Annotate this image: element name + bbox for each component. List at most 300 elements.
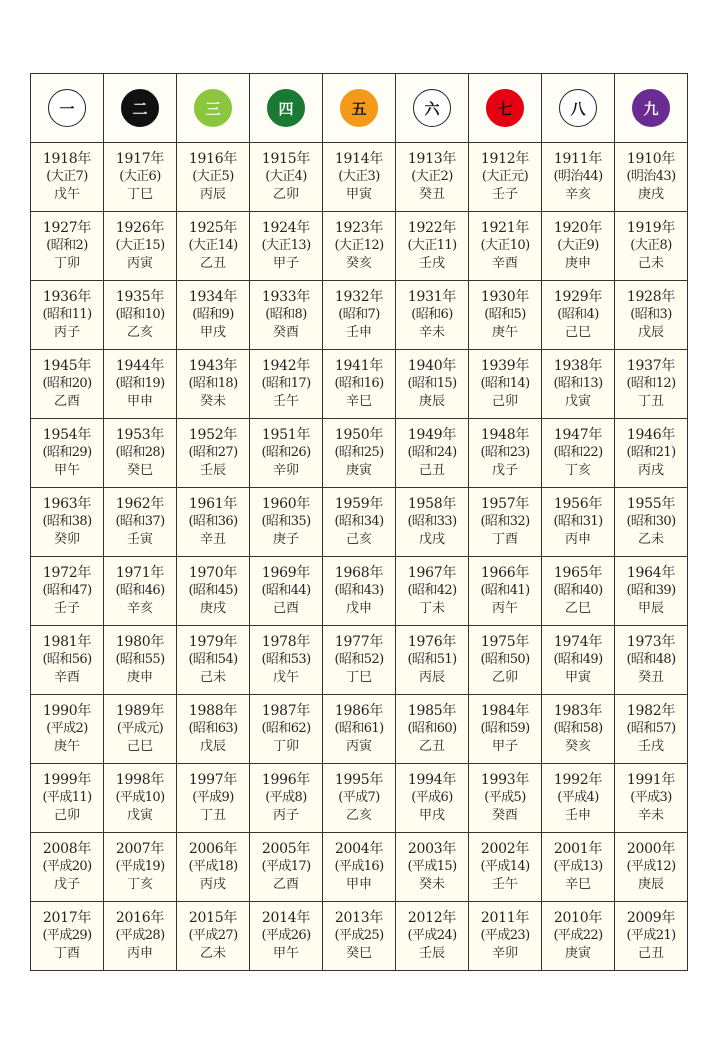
star-header-cell	[396, 74, 469, 143]
japanese-era: (昭和50)	[480, 652, 530, 667]
western-year: 1939年	[480, 358, 530, 374]
japanese-era: (昭和21)	[626, 445, 676, 460]
year-cell	[104, 143, 177, 212]
western-year: 2008年	[42, 841, 92, 857]
japanese-era: (大正11)	[407, 238, 457, 253]
western-year: 1990年	[42, 703, 92, 719]
japanese-era: (平成6)	[411, 790, 453, 805]
year-cell	[177, 212, 250, 281]
western-year: 1933年	[261, 289, 311, 305]
zodiac-kanshi: 己巳	[126, 739, 153, 754]
japanese-era: (昭和17)	[261, 376, 311, 391]
star-header-cell	[323, 74, 396, 143]
year-cell	[615, 143, 688, 212]
zodiac-kanshi: 乙丑	[199, 256, 226, 271]
year-cell	[615, 281, 688, 350]
zodiac-kanshi: 辛亥	[126, 601, 153, 616]
year-cell	[615, 626, 688, 695]
table-row	[31, 557, 688, 626]
zodiac-kanshi: 庚戌	[637, 187, 664, 202]
zodiac-kanshi: 庚子	[272, 532, 299, 547]
japanese-era: (平成28)	[115, 928, 165, 943]
western-year: 1979年	[188, 634, 238, 650]
zodiac-kanshi: 壬申	[564, 808, 591, 823]
western-year: 1986年	[334, 703, 384, 719]
zodiac-kanshi: 丁巳	[126, 187, 153, 202]
zodiac-kanshi: 乙未	[199, 946, 226, 961]
western-year: 1989年	[115, 703, 165, 719]
western-year: 1962年	[115, 496, 165, 512]
japanese-era: (昭和57)	[626, 721, 676, 736]
table-row	[31, 143, 688, 212]
western-year: 1977年	[334, 634, 384, 650]
western-year: 1985年	[407, 703, 457, 719]
japanese-era: (昭和63)	[188, 721, 238, 736]
western-year: 1942年	[261, 358, 311, 374]
japanese-era: (平成25)	[334, 928, 384, 943]
zodiac-kanshi: 丁酉	[491, 532, 518, 547]
year-cell	[104, 626, 177, 695]
japanese-era: (昭和24)	[407, 445, 457, 460]
zodiac-kanshi: 丙辰	[418, 670, 445, 685]
year-cell	[396, 488, 469, 557]
japanese-era: (平成26)	[261, 928, 311, 943]
year-cell	[31, 212, 104, 281]
year-cell	[31, 350, 104, 419]
western-year: 1935年	[115, 289, 165, 305]
japanese-era: (大正13)	[261, 238, 311, 253]
year-cell	[31, 833, 104, 902]
western-year: 2009年	[626, 910, 676, 926]
year-cell	[250, 143, 323, 212]
zodiac-kanshi: 癸巳	[345, 946, 372, 961]
japanese-era: (昭和40)	[553, 583, 603, 598]
western-year: 1914年	[334, 151, 384, 167]
zodiac-kanshi: 乙丑	[418, 739, 445, 754]
japanese-era: (平成19)	[115, 859, 165, 874]
table-row	[31, 764, 688, 833]
western-year: 1953年	[115, 427, 165, 443]
table-row	[31, 833, 688, 902]
zodiac-kanshi: 戊辰	[199, 739, 226, 754]
western-year: 1919年	[626, 220, 676, 236]
year-cell	[396, 143, 469, 212]
western-year: 1988年	[188, 703, 238, 719]
year-cell	[469, 488, 542, 557]
japanese-era: (昭和45)	[188, 583, 238, 598]
star-number-circle: 四	[267, 89, 305, 127]
zodiac-kanshi: 甲戌	[418, 808, 445, 823]
western-year: 1921年	[480, 220, 530, 236]
japanese-era: (昭和30)	[626, 514, 676, 529]
japanese-era: (平成22)	[553, 928, 603, 943]
western-year: 1967年	[407, 565, 457, 581]
year-cell	[469, 626, 542, 695]
zodiac-kanshi: 癸亥	[345, 256, 372, 271]
year-cell	[323, 488, 396, 557]
western-year: 1975年	[480, 634, 530, 650]
year-cell	[31, 557, 104, 626]
zodiac-kanshi: 丁亥	[564, 463, 591, 478]
year-cell	[250, 212, 323, 281]
western-year: 2014年	[261, 910, 311, 926]
western-year: 1912年	[480, 151, 530, 167]
japanese-era: (昭和23)	[480, 445, 530, 460]
year-cell	[177, 695, 250, 764]
japanese-era: (大正9)	[557, 238, 599, 253]
year-cell	[323, 695, 396, 764]
japanese-era: (昭和26)	[261, 445, 311, 460]
year-cell	[469, 902, 542, 971]
table-row	[31, 212, 688, 281]
zodiac-kanshi: 壬子	[491, 187, 518, 202]
japanese-era: (平成27)	[188, 928, 238, 943]
zodiac-kanshi: 乙卯	[272, 187, 299, 202]
zodiac-kanshi: 庚申	[126, 670, 153, 685]
japanese-era: (昭和8)	[265, 307, 307, 322]
star-header-cell	[542, 74, 615, 143]
zodiac-kanshi: 庚辰	[637, 877, 664, 892]
zodiac-kanshi: 丁卯	[53, 256, 80, 271]
year-cell	[542, 557, 615, 626]
year-cell	[250, 902, 323, 971]
year-cell	[542, 281, 615, 350]
japanese-era: (平成元)	[116, 721, 164, 736]
western-year: 1918年	[42, 151, 92, 167]
year-cell	[104, 419, 177, 488]
zodiac-kanshi: 己卯	[491, 394, 518, 409]
year-cell	[469, 212, 542, 281]
zodiac-kanshi: 乙亥	[345, 808, 372, 823]
japanese-era: (昭和11)	[42, 307, 92, 322]
table-body	[31, 74, 688, 971]
japanese-era: (昭和41)	[480, 583, 530, 598]
western-year: 1926年	[115, 220, 165, 236]
year-cell	[250, 626, 323, 695]
year-cell	[177, 488, 250, 557]
zodiac-kanshi: 丁未	[418, 601, 445, 616]
year-cell	[469, 764, 542, 833]
western-year: 2010年	[553, 910, 603, 926]
japanese-era: (昭和18)	[188, 376, 238, 391]
year-cell	[396, 281, 469, 350]
western-year: 1976年	[407, 634, 457, 650]
western-year: 1957年	[480, 496, 530, 512]
japanese-era: (平成5)	[484, 790, 526, 805]
zodiac-kanshi: 癸巳	[126, 463, 153, 478]
japanese-era: (昭和35)	[261, 514, 311, 529]
japanese-era: (大正3)	[338, 169, 380, 184]
table-row	[31, 902, 688, 971]
year-cell	[396, 764, 469, 833]
western-year: 1949年	[407, 427, 457, 443]
western-year: 1966年	[480, 565, 530, 581]
year-cell	[250, 488, 323, 557]
western-year: 1984年	[480, 703, 530, 719]
western-year: 1971年	[115, 565, 165, 581]
western-year: 1951年	[261, 427, 311, 443]
star-number-circle: 一	[48, 89, 86, 127]
year-cell	[323, 902, 396, 971]
japanese-era: (平成17)	[261, 859, 311, 874]
year-cell	[177, 419, 250, 488]
zodiac-kanshi: 辛酉	[53, 670, 80, 685]
japanese-era: (昭和22)	[553, 445, 603, 460]
zodiac-kanshi: 甲辰	[637, 601, 664, 616]
western-year: 1969年	[261, 565, 311, 581]
year-cell	[396, 419, 469, 488]
year-cell	[469, 143, 542, 212]
year-cell	[615, 833, 688, 902]
western-year: 1947年	[553, 427, 603, 443]
year-cell	[323, 281, 396, 350]
zodiac-kanshi: 辛未	[418, 325, 445, 340]
japanese-era: (昭和43)	[334, 583, 384, 598]
japanese-era: (昭和13)	[553, 376, 603, 391]
zodiac-kanshi: 癸丑	[637, 670, 664, 685]
zodiac-kanshi: 戊子	[491, 463, 518, 478]
year-cell	[250, 281, 323, 350]
western-year: 1982年	[626, 703, 676, 719]
zodiac-kanshi: 丙寅	[345, 739, 372, 754]
western-year: 1922年	[407, 220, 457, 236]
zodiac-kanshi: 己未	[199, 670, 226, 685]
year-cell	[396, 350, 469, 419]
zodiac-kanshi: 癸酉	[491, 808, 518, 823]
japanese-era: (昭和42)	[407, 583, 457, 598]
western-year: 2002年	[480, 841, 530, 857]
zodiac-kanshi: 癸亥	[564, 739, 591, 754]
year-cell	[542, 350, 615, 419]
japanese-era: (平成10)	[115, 790, 165, 805]
japanese-era: (大正8)	[630, 238, 672, 253]
year-cell	[323, 764, 396, 833]
zodiac-kanshi: 乙卯	[491, 670, 518, 685]
japanese-era: (平成13)	[553, 859, 603, 874]
zodiac-kanshi: 辛巳	[564, 877, 591, 892]
zodiac-kanshi: 癸酉	[272, 325, 299, 340]
western-year: 2000年	[626, 841, 676, 857]
zodiac-kanshi: 丁丑	[199, 808, 226, 823]
year-cell	[31, 419, 104, 488]
japanese-era: (昭和49)	[553, 652, 603, 667]
japanese-era: (昭和53)	[261, 652, 311, 667]
zodiac-kanshi: 壬戌	[637, 739, 664, 754]
japanese-era: (昭和16)	[334, 376, 384, 391]
japanese-era: (昭和39)	[626, 583, 676, 598]
japanese-era: (昭和5)	[484, 307, 526, 322]
japanese-era: (昭和62)	[261, 721, 311, 736]
western-year: 1964年	[626, 565, 676, 581]
western-year: 1970年	[188, 565, 238, 581]
zodiac-kanshi: 辛卯	[491, 946, 518, 961]
japanese-era: (平成4)	[557, 790, 599, 805]
year-cell	[31, 143, 104, 212]
year-cell	[542, 626, 615, 695]
japanese-era: (昭和20)	[42, 376, 92, 391]
zodiac-kanshi: 壬午	[272, 394, 299, 409]
western-year: 2003年	[407, 841, 457, 857]
western-year: 1973年	[626, 634, 676, 650]
zodiac-kanshi: 甲寅	[564, 670, 591, 685]
year-cell	[31, 488, 104, 557]
zodiac-kanshi: 乙亥	[126, 325, 153, 340]
japanese-era: (明治44)	[553, 169, 603, 184]
zodiac-kanshi: 辛亥	[564, 187, 591, 202]
year-cell	[323, 833, 396, 902]
star-number-circle: 八	[559, 89, 597, 127]
zodiac-kanshi: 己丑	[418, 463, 445, 478]
year-cell	[177, 764, 250, 833]
western-year: 1960年	[261, 496, 311, 512]
western-year: 1992年	[553, 772, 603, 788]
western-year: 1980年	[115, 634, 165, 650]
year-cell	[250, 695, 323, 764]
year-cell	[31, 281, 104, 350]
year-cell	[250, 557, 323, 626]
year-cell	[615, 764, 688, 833]
western-year: 1995年	[334, 772, 384, 788]
star-header-cell	[31, 74, 104, 143]
zodiac-kanshi: 戊午	[272, 670, 299, 685]
western-year: 1911年	[553, 151, 603, 167]
star-header-cell	[615, 74, 688, 143]
western-year: 1945年	[42, 358, 92, 374]
zodiac-kanshi: 己未	[637, 256, 664, 271]
western-year: 1917年	[115, 151, 165, 167]
western-year: 1931年	[407, 289, 457, 305]
star-number-circle: 六	[413, 89, 451, 127]
western-year: 1950年	[334, 427, 384, 443]
western-year: 2005年	[261, 841, 311, 857]
western-year: 1916年	[188, 151, 238, 167]
western-year: 1910年	[626, 151, 676, 167]
japanese-era: (昭和44)	[261, 583, 311, 598]
japanese-era: (大正4)	[265, 169, 307, 184]
zodiac-kanshi: 戊寅	[564, 394, 591, 409]
western-year: 1987年	[261, 703, 311, 719]
western-year: 1932年	[334, 289, 384, 305]
western-year: 1993年	[480, 772, 530, 788]
japanese-era: (平成24)	[407, 928, 457, 943]
western-year: 2016年	[115, 910, 165, 926]
japanese-era: (大正12)	[334, 238, 384, 253]
zodiac-kanshi: 庚寅	[564, 946, 591, 961]
zodiac-kanshi: 丙申	[126, 946, 153, 961]
zodiac-kanshi: 壬辰	[418, 946, 445, 961]
zodiac-kanshi: 甲午	[272, 946, 299, 961]
japanese-era: (昭和19)	[115, 376, 165, 391]
western-year: 2015年	[188, 910, 238, 926]
year-cell	[177, 833, 250, 902]
year-cell	[469, 350, 542, 419]
year-cell	[323, 350, 396, 419]
year-cell	[615, 350, 688, 419]
zodiac-kanshi: 甲子	[491, 739, 518, 754]
year-cell	[615, 419, 688, 488]
western-year: 1999年	[42, 772, 92, 788]
japanese-era: (平成14)	[480, 859, 530, 874]
zodiac-kanshi: 壬戌	[418, 256, 445, 271]
western-year: 1978年	[261, 634, 311, 650]
japanese-era: (昭和47)	[42, 583, 92, 598]
japanese-era: (平成7)	[338, 790, 380, 805]
japanese-era: (昭和29)	[42, 445, 92, 460]
year-cell	[31, 695, 104, 764]
western-year: 2001年	[553, 841, 603, 857]
star-number-circle: 三	[194, 89, 232, 127]
zodiac-kanshi: 丁亥	[126, 877, 153, 892]
japanese-era: (昭和14)	[480, 376, 530, 391]
zodiac-kanshi: 己巳	[564, 325, 591, 340]
year-cell	[615, 488, 688, 557]
zodiac-kanshi: 壬午	[491, 877, 518, 892]
western-year: 1929年	[553, 289, 603, 305]
zodiac-kanshi: 癸丑	[418, 187, 445, 202]
year-cell	[542, 419, 615, 488]
western-year: 1974年	[553, 634, 603, 650]
zodiac-kanshi: 乙酉	[53, 394, 80, 409]
western-year: 1996年	[261, 772, 311, 788]
japanese-era: (昭和46)	[115, 583, 165, 598]
japanese-era: (昭和61)	[334, 721, 384, 736]
zodiac-kanshi: 辛酉	[491, 256, 518, 271]
japanese-era: (昭和10)	[115, 307, 165, 322]
zodiac-kanshi: 壬辰	[199, 463, 226, 478]
star-number-circle: 二	[121, 89, 159, 127]
zodiac-kanshi: 丁丑	[637, 394, 664, 409]
japanese-era: (昭和60)	[407, 721, 457, 736]
japanese-era: (昭和27)	[188, 445, 238, 460]
table-row	[31, 419, 688, 488]
zodiac-kanshi: 癸卯	[53, 532, 80, 547]
zodiac-kanshi: 甲申	[345, 877, 372, 892]
japanese-era: (平成11)	[42, 790, 92, 805]
zodiac-kanshi: 辛未	[637, 808, 664, 823]
zodiac-kanshi: 乙酉	[272, 877, 299, 892]
western-year: 1927年	[42, 220, 92, 236]
japanese-era: (昭和12)	[626, 376, 676, 391]
year-cell	[469, 281, 542, 350]
year-cell	[469, 557, 542, 626]
western-year: 1941年	[334, 358, 384, 374]
zodiac-kanshi: 己酉	[272, 601, 299, 616]
western-year: 1963年	[42, 496, 92, 512]
japanese-era: (平成12)	[626, 859, 676, 874]
zodiac-kanshi: 己丑	[637, 946, 664, 961]
western-year: 2017年	[42, 910, 92, 926]
japanese-era: (平成16)	[334, 859, 384, 874]
japanese-era: (大正元)	[481, 169, 529, 184]
year-cell	[323, 212, 396, 281]
zodiac-kanshi: 庚午	[491, 325, 518, 340]
western-year: 2006年	[188, 841, 238, 857]
japanese-era: (昭和52)	[334, 652, 384, 667]
japanese-era: (昭和4)	[557, 307, 599, 322]
zodiac-kanshi: 丁卯	[272, 739, 299, 754]
year-cell	[177, 350, 250, 419]
zodiac-kanshi: 乙未	[637, 532, 664, 547]
year-cell	[542, 143, 615, 212]
japanese-era: (平成9)	[192, 790, 234, 805]
japanese-era: (昭和51)	[407, 652, 457, 667]
japanese-era: (大正7)	[46, 169, 88, 184]
year-cell	[323, 557, 396, 626]
year-cell	[615, 557, 688, 626]
japanese-era: (昭和56)	[42, 652, 92, 667]
zodiac-kanshi: 辛巳	[345, 394, 372, 409]
year-cell	[104, 557, 177, 626]
